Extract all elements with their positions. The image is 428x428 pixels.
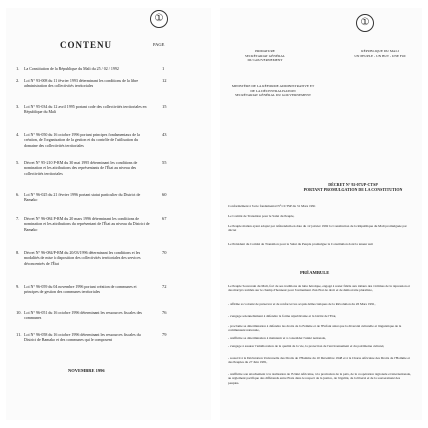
toc-entry-text: Loi N° 93-008 du 11 février 1993 déterminant les conditions de la libre administration des collectivités territoriales xyxy=(24,78,139,89)
toc-title: CONTENU xyxy=(60,40,113,50)
toc-entry-text: Loi N° 95-034 du 12 avril 1995 portant code des collectivités territoriales en République du Mali xyxy=(24,104,147,115)
toc-footer-date: NOVEMBRE 1996 xyxy=(68,368,105,373)
preamble-paragraph: - affirme sa volonté de préserver et de renforcer les acquis démocratiques de la Révolution du 26 Mars 1991, xyxy=(228,302,376,306)
decree-title: DÉCRET N° 92-073/P-CTSP PORTANT PROMULGATION DE LA CONSTITUTION xyxy=(303,182,403,192)
toc-entry-number: 8. xyxy=(16,250,20,255)
toc-entry-page: 1 xyxy=(162,66,165,71)
preamble-paragraph: - proclame sa détermination à défendre les droits de la Femme et de l'Enfant ainsi que la diversité culturelle et linguistique de la communauté nationale, xyxy=(228,324,402,333)
toc-entry-page: 12 xyxy=(162,78,167,83)
toc-entry-number: 1. xyxy=(16,66,20,71)
preamble-paragraph: - souscrit à la Déclaration Universelle des Droits de l'Homme du 10 Décembre 1948 et à la Charte Africaine des Droits de l'Homme et des Peuples du 27 Juin 1981, xyxy=(228,356,410,365)
toc-entry-page: 43 xyxy=(162,132,167,137)
header-right: RÉPUBLIQUE DU MALI UN PEUPLE - UN BUT - UNE FOI xyxy=(354,49,406,58)
preamble-paragraph: - s'engage solennellement à défendre la forme républicaine et la laïcité de l'Etat, xyxy=(228,314,337,318)
page-number: ① xyxy=(150,10,168,28)
toc-entry-number: 4. xyxy=(16,132,20,137)
toc-entry-page: 79 xyxy=(162,332,167,337)
page-number: ① xyxy=(356,14,374,32)
page-column-label: PAGE xyxy=(153,42,165,47)
toc-entry-page: 76 xyxy=(162,310,167,315)
toc-entry-text: Loi N° 96-059 du 04 novembre 1996 portant création de communes et principes de gestion des communes territoriales xyxy=(24,284,137,295)
ministry-block: MINISTÈRE DE LA RÉFORME ADMINISTRATIVE ET DE LA DÉCENTRALISATION SECRÉTARIAT GÉNÉRAL DU GOUVERNEMENT xyxy=(231,84,315,98)
toc-entry-text: Décret N° 96-084 P-RM du 20 mars 1996 déterminant les conditions de nomination et les attributions du représentant de l'État au niveau du District de Bamako xyxy=(24,216,150,232)
toc-entry-text: Loi N° 96-058 du 16 octobre 1996 déterminant les ressources fiscales du District de Bamako et des communes qui le composent xyxy=(24,332,141,343)
preamble-paragraph: - réaffirme son attachement à la réalisation de l'Unité Africaine, à la promotion de la paix, de la coopération régionale et internationale, au règlement pacifique des différends entre Etats dans le respect de la justice, de l'égalité, de la liberté et de la souveraineté des peuples. xyxy=(228,372,412,385)
decree-paragraph: Le Peuple malien ayant adopté par référendum en date du 12 janvier 1992 la Constitution de la République du Mali promulguée par décret xyxy=(228,224,407,233)
decree-paragraph: Conformément à l'acte fondamental N°1/CTSP du 31 Mars 1991 xyxy=(228,204,316,208)
preamble-paragraph: - s'engage à assurer l'amélioration de la qualité de la vie, la protection de l'environnement et du patrimoine culturel, xyxy=(228,344,385,348)
toc-entry-number: 3. xyxy=(16,104,20,109)
decree-paragraph: Le Comité de Transition pour le Salut du Peuple, xyxy=(228,214,295,218)
toc-entry-page: 72 xyxy=(162,284,167,289)
toc-entry-number: 9. xyxy=(16,284,20,289)
toc-entry-text: Décret N° 96-084/P-RM du 20/03/1996 déterminant les conditions et les modalités de mise à disposition des collectivités territoriales des services déconcentrés de l'État xyxy=(24,250,141,266)
toc-entry-text: Loi N° 96-025 du 21 février 1996 portant statut particulier du District de Bamako xyxy=(24,192,141,203)
toc-entry-text: Loi N° 96-051 du 16 octobre 1996 déterminant les ressources fiscales des communes xyxy=(24,310,142,321)
preamble-paragraph: Le Peuple Souverain du Mali, fort de ses traditions de lutte héroïque, engagé à rester fidèle aux idéaux des victimes de la répression et des martyrs tombés sur le champ d'honneur pour l'avènement d'un Etat de droit et de démocratie pluraliste, xyxy=(228,284,410,293)
toc-entry-page: 15 xyxy=(162,104,167,109)
preamble-title: PRÉAMBULE xyxy=(300,270,330,275)
header-left: PRIMATURE SECRÉTARIAT GÉNÉRAL DU GOUVERNEMENT xyxy=(244,49,286,63)
toc-entry-text: Loi N° 96-050 du 16 octobre 1996 portant principes fondamentaux de la création, de l'organisation de la gestion et du contrôle de l'utilisation du domaine des collectivités territoriales xyxy=(24,132,140,148)
toc-entry-number: 10. xyxy=(16,310,22,315)
toc-entry-number: 2. xyxy=(16,78,20,83)
decree-paragraph: Le Président du Comité de Transition pour le Salut du Peuple promulgue la Constitution dont la teneur suit xyxy=(228,242,373,246)
preamble-paragraph: - réaffirme sa détermination à maintenir et à consolider l'unité nationale, xyxy=(228,336,326,340)
toc-entry-page: 70 xyxy=(162,250,167,255)
toc-entry-page: 67 xyxy=(162,216,167,221)
toc-entry-number: 5. xyxy=(16,160,20,165)
decree-page xyxy=(220,8,422,420)
toc-entry-number: 6. xyxy=(16,192,20,197)
toc-entry-number: 7. xyxy=(16,216,20,221)
toc-entry-text: Décret N° 95-210 P-RM du 30 mai 1995 déterminant les conditions de nomination et les attributions des représentants de l'État au niveau des collectivités territoriales xyxy=(24,160,138,176)
toc-page xyxy=(6,8,211,420)
toc-entry-text: La Constitution de la République du Mali du 25 / 02 / 1992 xyxy=(24,66,119,71)
toc-entry-number: 11. xyxy=(16,332,22,337)
toc-entry-page: 55 xyxy=(162,160,167,165)
toc-entry-page: 60 xyxy=(162,192,167,197)
